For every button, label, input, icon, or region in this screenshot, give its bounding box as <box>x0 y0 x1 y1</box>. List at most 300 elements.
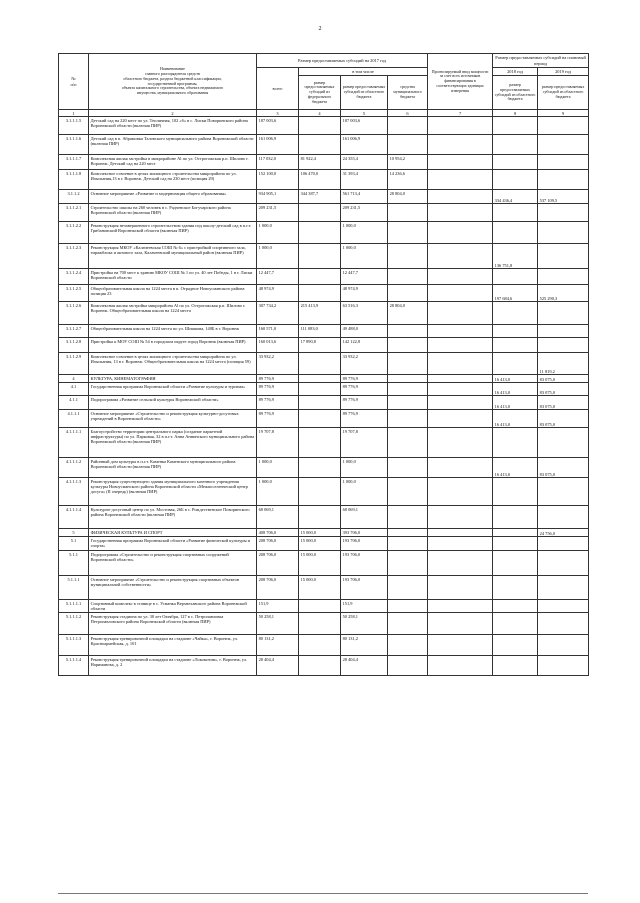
row-regional: 33 932,2 <box>341 353 388 375</box>
table-row <box>59 244 589 269</box>
row-municipal <box>388 375 428 383</box>
table-row <box>59 222 589 244</box>
row-total: 208 706,0 <box>257 551 299 576</box>
header-2017: Размер предоставляемых субсидий на 2017 год <box>257 54 428 68</box>
row-2019: 83 075,0 <box>538 375 589 383</box>
row-capacity <box>428 302 493 325</box>
table-row <box>59 613 589 635</box>
table-row <box>59 190 589 204</box>
row-federal: 215 413,9 <box>299 302 341 325</box>
row-capacity <box>428 269 493 285</box>
row-capacity <box>428 375 493 383</box>
row-number: 5.1.1 <box>59 551 89 576</box>
row-capacity <box>428 613 493 635</box>
row-capacity <box>428 325 493 338</box>
row-federal <box>299 375 341 383</box>
row-2018: 16 413,0 <box>493 383 538 396</box>
row-capacity <box>428 478 493 506</box>
row-name: Пристройка на 700 мест к зданию МКОУ СОШ № 1 по ул. 40 лет Победы, 1 в г. Лиски Воронежской области <box>89 269 257 285</box>
row-capacity <box>428 656 493 676</box>
row-municipal <box>388 635 428 656</box>
row-regional: 209 231,5 <box>341 204 388 222</box>
row-municipal <box>388 576 428 600</box>
row-capacity <box>428 428 493 458</box>
table-row <box>59 428 589 458</box>
row-capacity <box>428 383 493 396</box>
row-name: Государственная программа Воронежской области «Развитие культуры и туризма» <box>89 383 257 396</box>
row-federal: 106 470,0 <box>299 170 341 190</box>
row-capacity <box>428 222 493 244</box>
row-name: Детский сад на 220 мест по ул. Тепличная, 102 «б» в с. Лиски Поворинского района Воронежской области (включая ПИР) <box>89 117 257 135</box>
row-number: 3.1.1.2.1 <box>59 204 89 222</box>
row-total: 117 032,0 <box>257 155 299 170</box>
row-regional: 28 404,4 <box>341 656 388 676</box>
row-capacity <box>428 600 493 613</box>
row-municipal <box>388 285 428 302</box>
row-number: 3.1.1.1.8 <box>59 170 89 190</box>
row-capacity <box>428 204 493 222</box>
row-regional: 12 447,7 <box>341 269 388 285</box>
table-row <box>59 576 589 600</box>
row-federal: 15 000,0 <box>299 537 341 551</box>
row-2018: 16 413,0 <box>493 396 538 410</box>
row-name: ФИЗИЧЕСКАЯ КУЛЬТУРА И СПОРТ <box>89 529 257 537</box>
row-federal <box>299 117 341 135</box>
row-total: 208 706,0 <box>257 576 299 600</box>
row-municipal <box>388 325 428 338</box>
row-regional: 142 122,8 <box>341 338 388 353</box>
row-capacity <box>428 117 493 135</box>
row-regional: 31 393,4 <box>341 170 388 190</box>
subsidy-table <box>58 53 589 676</box>
row-number: 4.1.1.1.3 <box>59 478 89 506</box>
row-name: Комплексное освоение в целях жилищного строительства микрорайона по ул. Изыскания,13 в г. Воронеж. Детский сад на 230 мест (позиция 29) <box>89 170 257 190</box>
row-capacity <box>428 551 493 576</box>
header-num: № п/п <box>59 54 89 110</box>
row-municipal <box>388 600 428 613</box>
row-total: 152 100,0 <box>257 170 299 190</box>
row-regional: 1 000,0 <box>341 244 388 269</box>
row-2018 <box>493 428 538 458</box>
row-2018 <box>493 222 538 244</box>
row-regional: 24 355,4 <box>341 155 388 170</box>
table-row <box>59 325 589 338</box>
row-total: 161 006,9 <box>257 135 299 155</box>
row-number: 5.1.1.1.2 <box>59 613 89 635</box>
row-number: 3.1.1.2.4 <box>59 269 89 285</box>
row-2019: 537 109,5 <box>538 190 589 204</box>
row-regional: 48 974,9 <box>341 285 388 302</box>
row-federal <box>299 135 341 155</box>
row-name: Основное мероприятие «Развитие и модернизация общего образования» <box>89 190 257 204</box>
header-total: всего <box>257 68 299 110</box>
row-2018 <box>493 656 538 676</box>
row-municipal <box>388 506 428 529</box>
row-name: Реконструкция стадиона по ул. 30 лет Октября, 127 в с. Петропавловка Петропавловского района Воронежской области (включая ПИР) <box>89 613 257 635</box>
row-capacity <box>428 170 493 190</box>
row-federal <box>299 506 341 529</box>
row-number: 4.1 <box>59 383 89 396</box>
row-2019 <box>538 506 589 529</box>
row-2018 <box>493 506 538 529</box>
row-name: Общеобразовательная школа на 1224 места по ул. Шишкова, 140Б в г. Воронеж <box>89 325 257 338</box>
row-2019 <box>538 269 589 285</box>
index-cell: 4 <box>299 110 341 117</box>
row-name: Детский сад в п. Абрамовка Таловского муниципального района Воронежской области (включая ПИР) <box>89 135 257 155</box>
row-2019 <box>538 656 589 676</box>
row-number: 3.1.1.1.7 <box>59 155 89 170</box>
row-capacity <box>428 506 493 529</box>
row-municipal <box>388 396 428 410</box>
row-2019: 525 290,3 <box>538 285 589 302</box>
row-total: 48 974,9 <box>257 285 299 302</box>
row-2019: 83 075,0 <box>538 458 589 478</box>
row-name: Районный дом культуры в п.г.т. Каменка Каменского муниципального района Воронежской области (включая ПИР) <box>89 458 257 478</box>
index-cell: 2 <box>89 110 257 117</box>
table-row <box>59 155 589 170</box>
row-2019 <box>538 302 589 325</box>
page-bottom-rule <box>58 893 588 894</box>
row-name: Спортивный комплекс в станице в с. Усманка Верхнехавского района Воронежской области <box>89 600 257 613</box>
row-total: 187 003,6 <box>257 117 299 135</box>
index-cell: 8 <box>493 110 538 117</box>
row-2019: 83 075,0 <box>538 410 589 428</box>
table-row <box>59 529 589 537</box>
row-2018 <box>493 155 538 170</box>
row-number: 5.1 <box>59 537 89 551</box>
row-capacity <box>428 635 493 656</box>
row-federal <box>299 396 341 410</box>
row-federal: 344 387,7 <box>299 190 341 204</box>
row-total: 80 131,2 <box>257 635 299 656</box>
row-name: Комплексное освоение в целях жилищного строительства микрорайона по ул. Изыскания, 13 в г. Воронеж. Общеобразовательная школа на 1224 места (позиция 59) <box>89 353 257 375</box>
row-2018 <box>493 204 538 222</box>
row-name: КУЛЬТУРА, КИНЕМАТОГРАФИЯ <box>89 375 257 383</box>
page-number: 2 <box>318 26 322 32</box>
row-2019 <box>538 551 589 576</box>
row-2019 <box>538 478 589 506</box>
row-number: 3.1.1.2.8 <box>59 338 89 353</box>
table-row <box>59 135 589 155</box>
header-2018-sub: размер предоставляемых субсидий из областного бюджета <box>493 76 538 110</box>
table-row <box>59 410 589 428</box>
row-municipal <box>388 135 428 155</box>
row-name: Строительство школы на 260 человек в с. Радченское Богучарского района Воронежской области (включая ПИР) <box>89 204 257 222</box>
row-2018: 197 684,6 <box>493 285 538 302</box>
row-regional: 193 706,0 <box>341 537 388 551</box>
row-2019 <box>538 613 589 635</box>
table-row <box>59 537 589 551</box>
row-regional: 63 516,3 <box>341 302 388 325</box>
row-regional: 161 006,9 <box>341 135 388 155</box>
row-federal <box>299 410 341 428</box>
index-cell: 6 <box>388 110 428 117</box>
header-plan: Размер предоставляемых субсидий на плановый период <box>493 54 589 68</box>
row-municipal <box>388 428 428 458</box>
row-number: 3.1.1.2.6 <box>59 302 89 325</box>
row-federal: 15 000,0 <box>299 576 341 600</box>
table-row <box>59 204 589 222</box>
row-2019 <box>538 135 589 155</box>
row-name: Общеобразовательная школа на 1224 места в п. Отрадное Новоусманского района позиция 23 <box>89 285 257 302</box>
row-municipal <box>388 613 428 635</box>
row-total: 1 000,0 <box>257 244 299 269</box>
row-name: Государственная программа Воронежской области «Развитие физической культуры и спорта» <box>89 537 257 551</box>
row-capacity <box>428 396 493 410</box>
header-incl: в том числе <box>299 68 428 76</box>
row-total: 50 258,1 <box>257 613 299 635</box>
row-federal <box>299 613 341 635</box>
row-2018 <box>493 170 538 190</box>
row-total: 19 707,8 <box>257 428 299 458</box>
table-row <box>59 600 589 613</box>
row-name: Комплексная жилая застройка микрорайона Al по ул. Острогожская р.п. Шилово г. Воронеж. Общеобразовательная школа на 1224 места <box>89 302 257 325</box>
row-total: 12 447,7 <box>257 269 299 285</box>
row-total: 1 000,0 <box>257 478 299 506</box>
row-municipal <box>388 204 428 222</box>
index-cell: 3 <box>257 110 299 117</box>
row-number: 4.1.1.1.4 <box>59 506 89 529</box>
row-2019 <box>538 600 589 613</box>
row-federal <box>299 478 341 506</box>
row-total: 408 706,0 <box>257 529 299 537</box>
row-capacity <box>428 410 493 428</box>
row-name: Культурно-досуговый центр по ул. Мостовая, 26Б в с. Рождественское Поворинского района Воронежской области (включая ПИР) <box>89 506 257 529</box>
row-2019 <box>538 170 589 190</box>
row-municipal: 28 804,0 <box>388 190 428 204</box>
row-total: 1 000,0 <box>257 222 299 244</box>
table-row <box>59 353 589 375</box>
row-number: 3.1.1.2.3 <box>59 244 89 269</box>
row-municipal <box>388 117 428 135</box>
row-capacity <box>428 135 493 155</box>
row-federal <box>299 285 341 302</box>
row-federal <box>299 353 341 375</box>
table-row <box>59 396 589 410</box>
row-regional: 68 069,1 <box>341 506 388 529</box>
row-number: 4.1.1.1 <box>59 410 89 428</box>
header-2018: 2018 год <box>493 68 538 76</box>
row-number: 5.1.1.1.3 <box>59 635 89 656</box>
row-regional: 89 776,9 <box>341 383 388 396</box>
row-2018 <box>493 302 538 325</box>
row-2019: 11 819,2 <box>538 353 589 375</box>
row-2018 <box>493 537 538 551</box>
row-2019 <box>538 576 589 600</box>
row-total: 89 776,9 <box>257 410 299 428</box>
row-2018 <box>493 613 538 635</box>
row-total: 307 734,2 <box>257 302 299 325</box>
row-number: 5.1.1.1.4 <box>59 656 89 676</box>
row-2019 <box>538 117 589 135</box>
row-name: Реконструкция незавершенного строительством здания под школу-детский сад в п.г.т. Грибановский Воронежской области (включая ПИР) <box>89 222 257 244</box>
row-2018 <box>493 325 538 338</box>
row-number: 5 <box>59 529 89 537</box>
header-mun: средства муниципального бюджета <box>388 76 428 110</box>
row-federal <box>299 458 341 478</box>
table-row <box>59 458 589 478</box>
row-federal <box>299 600 341 613</box>
row-name: Реконструкция существующего здания муниципального казенного учреждения культуры Новоусманского района Воронежской области «Межпоселенческий центр досуга» (II очередь) (включая ПИР) <box>89 478 257 506</box>
row-municipal <box>388 537 428 551</box>
table-row <box>59 551 589 576</box>
table-row <box>59 656 589 676</box>
row-federal: 111 083,0 <box>299 325 341 338</box>
row-capacity <box>428 190 493 204</box>
row-2019 <box>538 244 589 269</box>
row-municipal <box>388 222 428 244</box>
row-municipal <box>388 410 428 428</box>
row-municipal: 28 804,0 <box>388 302 428 325</box>
row-total: 208 706,0 <box>257 537 299 551</box>
row-name: Основное мероприятие «Строительство и реконструкция культурно-досуговых учреждений в Воронежской области» <box>89 410 257 428</box>
row-2019 <box>538 222 589 244</box>
row-municipal <box>388 478 428 506</box>
row-name: Пристройка к МОУ СОШ № 54 в городском округе город Воронеж (включая ПИР) <box>89 338 257 353</box>
row-total: 934 905,1 <box>257 190 299 204</box>
row-federal <box>299 383 341 396</box>
row-federal: 81 922,4 <box>299 155 341 170</box>
row-municipal <box>388 551 428 576</box>
row-federal: 15 000,0 <box>299 529 341 537</box>
row-number: 3.1.1.2.2 <box>59 222 89 244</box>
row-federal <box>299 428 341 458</box>
table-row <box>59 383 589 396</box>
row-2018: 16 413,0 <box>493 410 538 428</box>
row-regional: 89 776,9 <box>341 410 388 428</box>
index-cell: 9 <box>538 110 589 117</box>
row-capacity <box>428 576 493 600</box>
row-2018 <box>493 576 538 600</box>
table-row <box>59 338 589 353</box>
row-capacity <box>428 285 493 302</box>
row-total: 89 776,9 <box>257 383 299 396</box>
row-total: 209 231,5 <box>257 204 299 222</box>
row-federal <box>299 635 341 656</box>
row-municipal: 10 954,2 <box>388 155 428 170</box>
header-2019: 2019 год <box>538 68 589 76</box>
row-capacity <box>428 353 493 375</box>
row-2018 <box>493 600 538 613</box>
header-2019-sub: размер предоставляемых субсидий из областного бюджета <box>538 76 589 110</box>
row-2018 <box>493 478 538 506</box>
row-municipal: 14 236,6 <box>388 170 428 190</box>
row-capacity <box>428 155 493 170</box>
row-2018 <box>493 338 538 353</box>
row-federal: 17 890,8 <box>299 338 341 353</box>
row-total: 89 776,9 <box>257 396 299 410</box>
row-capacity <box>428 338 493 353</box>
table-row <box>59 170 589 190</box>
table-row <box>59 269 589 285</box>
row-name: Комплексная жилая застройка в микрорайоне Al по ул. Острогожская р.п. Шилово г. Воронеж. Детский сад на 220 мест <box>89 155 257 170</box>
row-2019 <box>538 537 589 551</box>
row-2019: 24 756,0 <box>538 529 589 537</box>
row-regional: 1 000,0 <box>341 478 388 506</box>
row-regional: 1 000,0 <box>341 458 388 478</box>
row-total: 33 932,2 <box>257 353 299 375</box>
row-2018 <box>493 353 538 375</box>
row-regional: 80 131,2 <box>341 635 388 656</box>
row-regional: 89 776,9 <box>341 375 388 383</box>
row-federal: 15 000,0 <box>299 551 341 576</box>
row-name: Благоустройство территории центрального парка (создание паркетной инфраструктуры) по ул. Парковая, 32 в п.г.т. Анна Аннинского муниципального района Воронежской области (включая ПИР) <box>89 428 257 458</box>
row-number: 5.1.1.1.1 <box>59 600 89 613</box>
row-2018: 16 413,0 <box>493 458 538 478</box>
row-total: 28 404,4 <box>257 656 299 676</box>
row-2019 <box>538 204 589 222</box>
row-2018 <box>493 529 538 537</box>
row-number: 4 <box>59 375 89 383</box>
row-name: Реконструкция МКОУ «Калачеевская СОШ № 6» с пристройкой спортивного зала, тиражблока и актового зала, Калачеевский муниципальный район (включая ПИР) <box>89 244 257 269</box>
row-total: 160 013,6 <box>257 338 299 353</box>
table-row <box>59 635 589 656</box>
row-regional: 19 707,8 <box>341 428 388 458</box>
row-municipal <box>388 529 428 537</box>
header-capacity: Прогнозируемый ввод мощности за счет всех источников финансирования в соответствующих единицах измерения <box>428 54 493 110</box>
table-body <box>59 117 589 676</box>
table-row <box>59 375 589 383</box>
row-regional: 187 003,6 <box>341 117 388 135</box>
row-2018 <box>493 635 538 656</box>
index-cell: 7 <box>428 110 493 117</box>
row-2018: 334 436,4 <box>493 190 538 204</box>
row-total: 1 000,0 <box>257 458 299 478</box>
row-regional: 89 776,9 <box>341 396 388 410</box>
table-header <box>59 54 589 117</box>
row-2018 <box>493 551 538 576</box>
row-2018 <box>493 269 538 285</box>
row-name: Реконструкция тренировочной площадки на стадионе «Локомотив», г. Воронеж, ул. Наримановa, д. 2 <box>89 656 257 676</box>
row-capacity <box>428 529 493 537</box>
row-name: Основное мероприятие «Строительство и реконструкция спортивных объектов муниципальной собственности» <box>89 576 257 600</box>
row-number: 5.1.1.1 <box>59 576 89 600</box>
row-name: Подпрограмма «Строительство и реконструкция спортивных сооружений Воронежской области» <box>89 551 257 576</box>
row-2019 <box>538 325 589 338</box>
row-federal <box>299 656 341 676</box>
table-row <box>59 117 589 135</box>
row-capacity <box>428 458 493 478</box>
row-municipal <box>388 353 428 375</box>
row-number: 3.1.1.2.5 <box>59 285 89 302</box>
row-number: 4.1.1 <box>59 396 89 410</box>
header-fed: размер предоставляемых субсидий из федерального бюджета <box>299 76 341 110</box>
row-number: 3.1.1.1.6 <box>59 135 89 155</box>
row-capacity <box>428 537 493 551</box>
row-regional: 50 258,1 <box>341 613 388 635</box>
row-municipal <box>388 458 428 478</box>
row-number: 3.1.1.2.9 <box>59 353 89 375</box>
header-reg: размер предоставляемых субсидий из областного бюджета <box>341 76 388 110</box>
row-2019: 83 075,0 <box>538 396 589 410</box>
row-regional: 1 000,0 <box>341 222 388 244</box>
table-row <box>59 506 589 529</box>
row-2019 <box>538 155 589 170</box>
row-number: 4.1.1.1.2 <box>59 458 89 478</box>
row-2018 <box>493 135 538 155</box>
row-number: 3.1.1.1.5 <box>59 117 89 135</box>
header-name: Наименование главного распорядителя средств областного бюджета, раздела бюджетной классификации, государственной программы, объекта капитального строительства, объекта недвижимого имущества, муниципального образования <box>89 54 257 110</box>
row-regional: 49 488,0 <box>341 325 388 338</box>
index-row <box>59 110 589 117</box>
row-total: 89 776,9 <box>257 375 299 383</box>
row-number: 3.1.1.2 <box>59 190 89 204</box>
row-regional: 193 706,0 <box>341 551 388 576</box>
row-municipal <box>388 383 428 396</box>
row-number: 3.1.1.2.7 <box>59 325 89 338</box>
row-2019 <box>538 428 589 458</box>
table-row <box>59 285 589 302</box>
